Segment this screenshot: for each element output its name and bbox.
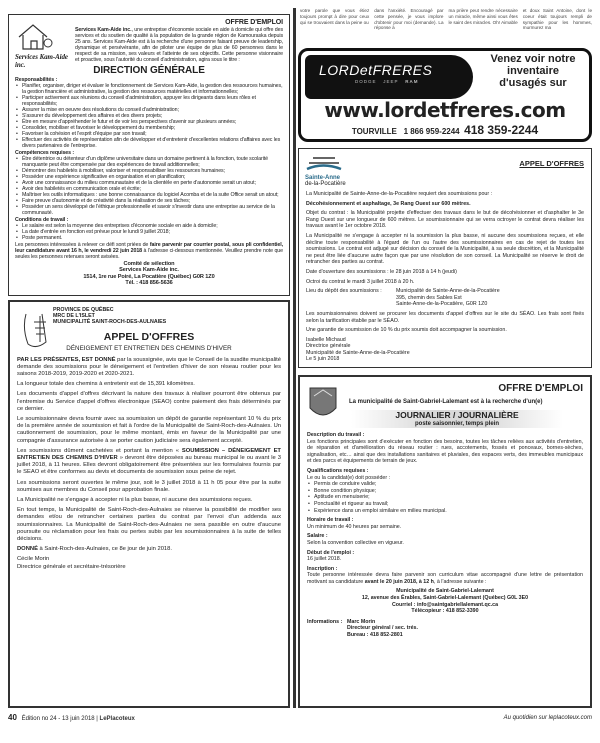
list-item: • Poste permanent.: [15, 235, 283, 241]
list-item: • Assurer la mise en oeuvre des résolutions du conseil d'administration;: [15, 107, 283, 113]
list-item: • Participer activement aux réunions du conseil d'administration, appuyer les dirigeants dans leurs rôles et responsabilités;: [15, 95, 283, 107]
contact-line: TOURVILLE 1 866 959-2244 418 359-2244: [351, 123, 539, 137]
paragraph: En tout temps, la Municipalité de Saint-Roch-des-Aulnaies se réserve la possibilité de modifier ses demandes et/ou de retrancher certaines parties du contrat par l'envoi d'un addenda aux soumissionnaires. La Municipalité de Saint-Roch-des-Aulnaies ne sera passible en outre d'aucune poursuite ou réclamation pour les frais ou pertes subis par les soumissionnaires à la suite de telles décisions.: [17, 507, 281, 543]
contact-info: Informations : Marc Morin Directeur général / sec. trés. Bureau : 418 852-2801: [307, 618, 418, 639]
signature-title: Directrice générale et secrétaire-trésorière: [17, 563, 126, 570]
list-item: • Planifier, organiser, diriger et évaluer le fonctionnement de Services Kam-Aide, la gestion des ressources humaines, la gestion financière et administrative, la gestion des ressources matérielles et informationnelles;: [15, 83, 283, 95]
email-link[interactable]: Courriel : info@saintgabriellalemant.qc.ca: [391, 601, 499, 608]
deposit-location: Lieu du dépôt des soumissions : Municipalité de Sainte-Anne-de-la-Pocatière 395, chemin des Sables Est Sainte-Anne-de-la-Pocatière, G0R 1Z0: [306, 288, 500, 308]
conditions-list: [15, 223, 283, 241]
list-item: • Effectuer des activités de représentation afin de développer et d'entretenir d'excellentes relations d'affaires avec les divers partenaires de l'entreprise.: [15, 137, 283, 149]
site-link[interactable]: Au quotidien sur leplacoteux.com: [503, 715, 592, 721]
paragraph: Les soumissions seront ouvertes le même jour, soit le 3 juillet 2018 à 11 h 05 pour être par la suite soumises aux membres du Conseil pour approbation finale.: [17, 479, 281, 493]
signature-name: Cécile Morin: [17, 556, 50, 563]
website-link[interactable]: www.lordetfreres.com: [324, 98, 566, 122]
responsibilities-list: [15, 83, 283, 149]
list-item: • Faire preuve d'autonomie et de créativité dans la réalisation de ses tâches;: [15, 198, 283, 204]
lord-ad: [298, 48, 592, 142]
list-item: • Avoir une connaissance du milieu communautaire et de la clientèle en perte d'autonomie serait un atout;: [15, 180, 283, 186]
skills-list: [15, 156, 283, 216]
intro: La municipalité de Saint-Gabriel-Lalemant est à la recherche d'un(e): [349, 399, 543, 405]
sainteanne-logo: Sainte-Anne de-la-Pocatière: [305, 154, 365, 188]
list-item: • Favoriser la cohésion et l'esprit d'équipe par son travail;: [15, 131, 283, 137]
paragraph: Objet du contrat : la Municipalité projette d'effectuer des travaux dans le but de décohésionner et d'asphalter le 3e Rang Ouest sur une longueur de 600 mètres. Le soumissionnaire qui se verra octroyer le contrat devra réaliser les travaux avant le 1er octobre 2018.: [306, 210, 584, 230]
prayer-text: votre parole que vous étiez toujours prompt à dire pour ceux qui se trouvaient dans la peine ou dans l'anxiété. Encouragé par cette pensée, je vous implore d'obtenir pour moi (demande). La réponse à ma prière peut rendre nécessaire un miracle, même ainsi vous êtes le saint des miracles. Oh! Aimable et doux Saint Antoine, dont le coeur était toujours rempli de sympathie pour les hommes, murmurez ma: [300, 8, 592, 31]
strochs-ad: [8, 300, 290, 708]
paragraph: La Municipalité ne s'engage à accepter ni la plus basse, ni aucune des soumissions reçues.: [17, 497, 253, 504]
list-item: • Expérience dans un emploi similaire en milieu municipal.: [307, 508, 583, 515]
paragraph: DONNÉ à Saint-Roch-des-Aulnaies, ce 8e jour de juin 2018.: [17, 546, 172, 553]
tagline: Venez voir notre inventaire d'usagés sur: [490, 53, 576, 89]
paragraph: La Municipalité de Sainte-Anne-de-la-Pocatière requiert des soumissions pour :: [306, 191, 493, 197]
intro: Services Kam-Aide inc., une entreprise d'économie sociale en aide à domicile qui offre des services et du soutien de qualité à la population de la grande région de Kamouraska depuis 25 ans. Services Kam-Aide est à la recherche d'une personne faisant preuve de leadership, dynamique et persévérante, afin de piloter une équipe de plus de 60 personnes dans le respect de sa mission, ses valeurs et l'atteinte de ses objectifs. Cette personne visionnaire et proactive, sous l'autorité du conseil d'administration, agira sous le titre :: [75, 27, 284, 63]
qualifications-list: [307, 481, 583, 514]
list-item: • La date d'entrée en fonction est prévue pour le lundi 9 juillet 2018;: [15, 229, 283, 235]
wave-logo-icon: [305, 154, 345, 172]
title: APPEL D'OFFRES: [103, 330, 195, 343]
address: Comité de sélection Services Kam-Aide inc. 1514, 1re rue Poiré, La Pocatière (Québec) G0R 1Z0 Tél. : 418 856-5636: [83, 261, 215, 287]
footer: 40 Édition no 24 - 13 juin 2018 | LePlacoteux Au quotidien sur leplacoteux.com: [8, 713, 592, 722]
lord-logo: LORDetFRERES DODGE JEEP RAM: [305, 55, 473, 99]
job-title: DIRECTION GÉNÉRALE: [93, 64, 205, 76]
badge: OFFRE D'EMPLOI: [225, 19, 283, 26]
page-number: 40: [8, 713, 17, 722]
list-item: • Permis de conduire valide;: [307, 481, 583, 488]
paragraph: Les soumissions dûment cachetées et portant la mention « SOUMISSION – DÉNEIGEMENT ET ENTRETIEN DES CHEMINS D'HIVER » devront être déposées au bureau municipal le ou avant le 3 juillet 2018, à 11 heures. Elles devront obligatoirement être présentées sur les formulaires fournis par le SEAO et être conformes au devis et documents de soumission sous peine de rejet.: [17, 447, 281, 476]
list-item: • Aptitude en menuiserie;: [307, 494, 583, 501]
kamaide-logo: Services Kam-Aide inc.: [15, 21, 73, 75]
paragraph: Une garantie de soumission de 10 % du prix soumis doit accompagner la soumission.: [306, 327, 507, 334]
municipal-crest-icon: [20, 308, 50, 348]
title: OFFRE D'EMPLOI: [498, 383, 583, 394]
sainteanne-ad: [298, 148, 592, 368]
list-item: • Avoir des habiletés en communication orale et écrite;: [15, 186, 283, 192]
list-item: • Le salaire est selon la moyenne des entreprises d'économie sociale en aide à domicile;: [15, 223, 283, 229]
municipal-crest-icon: [306, 382, 340, 422]
list-item: • Posséder un sens développé de l'éthique professionnelle et savoir s'investir dans une entreprise au service de la communauté.: [15, 204, 283, 216]
list-item: • Bonne condition physique;: [307, 488, 583, 495]
paragraph: La Municipalité ne s'engage à accepter ni la soumission la plus basse, ni aucune des soumissions reçues, et elle décline toute responsabilité à l'égard de l'un ou l'autre des soumissionnaires en cas de rejet de toutes les soumissions. Le contrat est adjugé sur décision du conseil de la Municipalité, à sa seule discrétion, et la Municipalité ne peut être liée d'aucune autre façon que par une résolution de son conseil. La Municipalité se réserve le droit de retrancher des parties au contrat.: [306, 232, 584, 266]
list-item: • Posséder une expérience significative en organisation et en planification;: [15, 174, 283, 180]
signature: Isabelle Michaud Directrice générale Municipalité de Sainte-Anne-de-la-Pocatière Le 5 juin 2018: [306, 336, 410, 363]
paragraph: PAR LES PRÉSENTES, EST DONNÉ par la soussignée, avis que le Conseil de la susdite municipalité demande des soumissions pour le déneigement et l'entretien d'hiver de son réseau routier pour les saisons 2018-2019, 2019-2020 et 2020-2021.: [17, 356, 281, 378]
gabriel-ad: OFFRE D'EMPLOI La municipalité de Saint-Gabriel-Lalemant est à la recherche d'un(e) JOURNALIER / JOURNALIÈRE poste saisonnier, temps plein Description du travail : Les fonctions principales sont d'exécuter en fonction des besoins, toutes les tâches reliées aux activités d'entretien, de réparation et d'amélioration du réseau routier : rues, accotements, fossés et ponceaux, bornes-sèches, signalisation, etc… ainsi que des installations sanitaires et pluviales, des espaces verts, des immeubles municipaux et des parcs et équipements de terrain de jeux. Qualifications requises : Le ou la candidat(e) doit posséder : • Permis de conduire valide; • Bonne condition physique; • Aptitude en menuiserie; • Ponctualité et rigueur au travail; • Expérience dans un emploi similaire en milieu municipal. Horaire de travail : Un minimum de 40 heures par semaine. Salaire : Selon la convention collective en vigueur. Début de l'emploi : 16 juillet 2018. Inscription : Toute personne intéressée devra faire parvenir son curriculum vitae accompagné d'une lettre de présentation motivant sa candidature avant le 20 juin 2018, à 12 h, à l'adresse suivante : Municipalité de Saint-Gabriel-Lalemant 12, avenue des Érables, Saint-Gabriel-Lalemant (Québec) G0L 3E0 Courriel : info@saintgabriellalemant.qc.ca Télécopieur : 418 852-3390 Informations : Marc Morin Directeur général / sec. trés. Bureau : 418 852-2801: [298, 375, 592, 708]
column-divider: [293, 8, 296, 708]
paragraph: Le soumissionnaire devra fournir avec sa soumission un dépôt de garantie représentant 10 % du prix de la première année de soumission et fait à l'ordre de la Municipalité de Saint-Roch-des-Aulnaies. Un cautionnement de soumission, pour le même montant, émis en faveur de la Municipalité par une compagnie d'assurance autorisée à se porter caution judiciaire sera également accepté.: [17, 416, 281, 444]
subtitle: DÉNEIGEMENT ET ENTRETIEN DES CHEMINS D'HIVER: [66, 344, 232, 352]
house-icon: [15, 21, 55, 51]
paragraph: Les fonctions principales sont d'exécuter en fonction des besoins, toutes les tâches reliées aux activités d'entretien, de réparation et d'amélioration du réseau routier : rues, accotements, fossés et ponceaux, bornes-sèches, signalisation, etc… ainsi que des installations sanitaires et pluviales, des espaces verts, des immeubles municipaux et des parcs et équipements de terrain de jeux.: [307, 438, 583, 465]
paragraph: Date d'ouverture des soumissions : le 28 juin 2018 à 14 h (jeudi): [306, 268, 457, 275]
job-banner: JOURNALIER / JOURNALIÈRE poste saisonnier, temps plein: [351, 410, 563, 428]
list-item: • S'assurer du développement des affaires et des divers projets;: [15, 113, 283, 119]
paragraph: La longueur totale des chemins à entretenir est de 15,391 kilomètres.: [17, 381, 195, 388]
apply-text: Les personnes intéressées à relever ce défi sont priées de faire parvenir par courrier postal, sous pli confidentiel, leur candidature avant 16 h, le vendredi 22 juin 2018 à l'adresse ci-dessous mentionnée. Veuillez prendre note que seules les personnes retenues seront avisées.: [15, 241, 283, 260]
paragraph: Décohésionnement et asphaltage, 3e Rang Ouest sur 600 mètres.: [306, 200, 471, 207]
list-item: • Consolider, mobiliser et favoriser le développement du membership;: [15, 125, 283, 131]
title: APPEL D'OFFRES: [519, 159, 584, 168]
list-item: • Être détentrice ou détenteur d'un diplôme universitaire dans un domaine pertinent à la fonction, toute scolarité manquante peut être compensée par des expériences de travail additionnelles;: [15, 156, 283, 168]
kamaide-ad: Services Kam-Aide inc. OFFRE D'EMPLOI Services Kam-Aide inc., une entreprise d'économie sociale en aide à domicile qui offre des services et du soutien de qualité à la population de la grande région de Kamouraska depuis 25 ans. Services Kam-Aide est à la recherche d'une personne faisant preuve de leadership, dynamique et persévérante, afin de piloter une équipe de plus de 60 personnes dans le respect de sa mission, ses valeurs et l'atteinte de ses objectifs. Cette personne visionnaire et proactive, sous l'autorité du conseil d'administration, agira sous le titre : DIRECTION GÉNÉRALE Responsabilités : • Planifier, organiser, diriger et évaluer le fonctionnement de Services Kam-Aide, la gestion des ressources humaines, la gestion financière et administrative, la gestion des ressources matérielles et informationnelles; • Participer activement aux réunions du conseil d'administration, appuyer les dirigeants dans leurs rôles et responsabilités; • Assurer la mise en oeuvre des résolutions du conseil d'administration; • S'assurer du développement des affaires et des divers projets; • Être en mesure d'appréhender le futur et de voir les perspectives d'avenir sur plusieurs années; • Consolider, mobiliser et favoriser le développement du membership; • Favoriser la cohésion et l'esprit d'équipe par son travail; • Effectuer des activités de représentation afin de développer et d'entretenir d'excellentes relations d'affaires avec les divers partenaires de l'entreprise. Compétences requises : • Être détentrice ou détenteur d'un diplôme universitaire dans un domaine pertinent à la fonction, toute scolarité manquante peut être compensée par des expériences de travail additionnelles; • Démontrer des habiletés à mobiliser, valoriser et responsabiliser les ressources humaines; • Posséder une expérience significative en organisation et en planification; • Avoir une connaissance du milieu communautaire et de la clientèle en perte d'autonomie serait un atout; • Avoir des habiletés en communication orale et écrite; • Maîtriser les outils informatiques : une bonne connaissance du logiciel Acomba et de la suite Office serait un atout; • Faire preuve d'autonomie et de créativité dans la réalisation de ses tâches; • Posséder un sens développé de l'éthique professionnelle et savoir s'investir dans une entreprise au service de la communauté. Conditions de travail : • Le salaire est selon la moyenne des entreprises d'économie sociale en aide à domicile; • La date d'entrée en fonction est prévue pour le lundi 9 juillet 2018; • Poste permanent. Les personnes intéressées à relever ce défi sont priées de faire parvenir par courrier postal, sous pli confidentiel, leur candidature avant 16 h, le vendredi 22 juin 2018 à l'adresse ci-dessous mentionnée. Veuillez prendre note que seules les personnes retenues seront avisées. Comité de sélection Services Kam-Aide inc. 1514, 1re rue Poiré, La Pocatière (Québec) G0R 1Z0 Tél. : 418 856-5636: [8, 14, 290, 296]
address: Municipalité de Saint-Gabriel-Lalemant 12, avenue des Érables, Saint-Gabriel-Lalemant (Québec) G0L 3E0 Courriel : info@saintgabriellalemant.qc.ca Télécopieur : 418 852-3390: [307, 588, 583, 614]
paragraph: Toute personne intéressée devra faire parvenir son curriculum vitae accompagné d'une lettre de présentation motivant sa candidature avant le 20 juin 2018, à 12 h, à l'adresse suivante :: [307, 572, 583, 585]
header: PROVINCE DE QUÉBEC MRC DE L'ISLET MUNICIPALITÉ SAINT-ROCH-DES-AULNAIES: [53, 307, 167, 326]
paragraph: Octroi du contrat le mardi 3 juillet 2018 à 20 h.: [306, 278, 415, 285]
list-item: • Démontrer des habiletés à mobiliser, valoriser et responsabiliser les ressources humaines;: [15, 168, 283, 174]
list-item: • Être en mesure d'appréhender le futur et de voir les perspectives d'avenir sur plusieurs années;: [15, 119, 283, 125]
paragraph: Les soumissionnaires doivent se procurer les documents d'appel d'offres sur le site du SÉAO. Les frais sont fixés selon la tarification établie par le SÉAO.: [306, 310, 584, 324]
list-item: • Maîtriser les outils informatiques : une bonne connaissance du logiciel Acomba et de la suite Office serait un atout;: [15, 192, 283, 198]
list-item: • Ponctualité et rigueur au travail;: [307, 501, 583, 508]
brand-logo: LePlacoteux: [99, 716, 135, 722]
paragraph: Les documents d'appel d'offres décrivant la nature des travaux à réaliser pourront être obtenus par l'entremise du Service d'appel d'offres électronique (SEAO) contre paiement des frais déterminés par ce dernier.: [17, 391, 281, 412]
